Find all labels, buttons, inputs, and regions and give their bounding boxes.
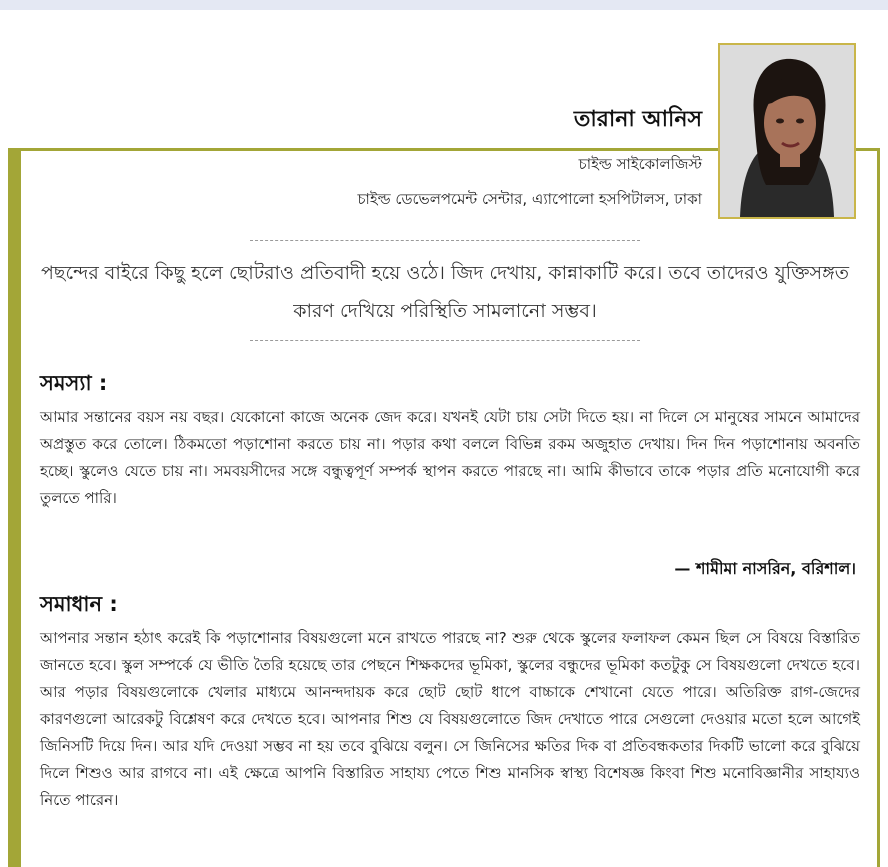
author-organization: চাইল্ড ডেভেলপমেন্ট সেন্টার, এ্যাপোলো হসপিটালস, ঢাকা — [357, 190, 702, 208]
portrait-icon — [720, 45, 854, 217]
solution-text: আপনার সন্তান হঠাৎ করেই কি পড়াশোনার বিষয়গুলো মনে রাখতে পারছে না? শুরু থেকে স্কুলের ফলাফল কেমন ছিল সে বিষয়ে বিস্তারিত জানতে হবে। স্কুল সম্পর্কে যে ভীতি তৈরি হয়েছে তার পেছনে শিক্ষকদের ভূমিকা, স্কুলের বন্ধুদের ভূমিকা কতটুকু সে বিষয়গুলো দেখতে হবে। আর পড়ার বিষয়গুলোকে খেলার মাধ্যমে আনন্দদায়ক করে ছোট ছোট ধাপে বাচ্চাকে শেখানো যেতে পারে। অতিরিক্ত রাগ-জেদের কারণগুলো আরেকটু বিশ্লেষণ করে দেখতে হবে। আপনার শিশু যে বিষয়গুলোতে জিদ দেখাতে পারে সেগুলো দেওয়ার মতো হলে আগেই জিনিসটি দিয়ে দিন। আর যদি দেওয়া সম্ভব না হয় তবে বুঝিয়ে বলুন। সে জিনিসের ক্ষতির দিক বা প্রতিবন্ধকতার দিকটি ভালো করে বুঝিয়ে দিলে শিশুও আর রাগবে না। এই ক্ষেত্রে আপনি বিস্তারিত সাহায্য পেতে শিশু মানসিক স্বাস্থ্য বিশেষজ্ঞ কিংবা শিশু মনোবিজ্ঞানীর সাহায্যও নিতে পারেন। — [40, 629, 860, 809]
solution-heading: সমাধান : — [40, 592, 118, 616]
top-strip — [0, 0, 888, 10]
problem-signature: — শামীমা নাসরিন, বরিশাল। — [674, 559, 856, 578]
author-photo — [718, 43, 856, 219]
frame-left-bar — [8, 148, 21, 867]
author-role: চাইল্ড সাইকোলজিস্ট — [578, 155, 702, 173]
problem-heading: সমস্যা : — [40, 371, 108, 395]
lead-divider-top — [250, 240, 640, 241]
author-name: তারানা আনিস — [573, 107, 702, 132]
problem-text: আমার সন্তানের বয়স নয় বছর। যেকোনো কাজে অনেক জেদ করে। যখনই যেটা চায় সেটা দিতে হয়। না দিলে সে মানুষের সামনে আমাদের অপ্রস্তুত করে তোলে। ঠিকমতো পড়াশোনা করতে চায় না। পড়ার কথা বললে বিভিন্ন রকম অজুহাত দেখায়। দিন দিন পড়াশোনায় অবনতি হচ্ছে। স্কুলেও যেতে চায় না। সমবয়সীদের সঙ্গে বন্ধুত্বপূর্ণ সম্পর্ক স্থাপন করতে পারছে না। আমি কীভাবে তাকে পড়ার প্রতি মনোযোগী করে তুলতে পারি। — [40, 408, 860, 507]
lead-divider-bottom — [250, 340, 640, 341]
frame-right-border — [877, 148, 880, 867]
lead-paragraph: পছন্দের বাইরে কিছু হলে ছোটরাও প্রতিবাদী হয়ে ওঠে। জিদ দেখায়, কান্নাকাটি করে। তবে তাদেরও যুক্তিসঙ্গত কারণ দেখিয়ে পরিস্থিতি সামলানো সম্ভব। — [41, 262, 849, 322]
